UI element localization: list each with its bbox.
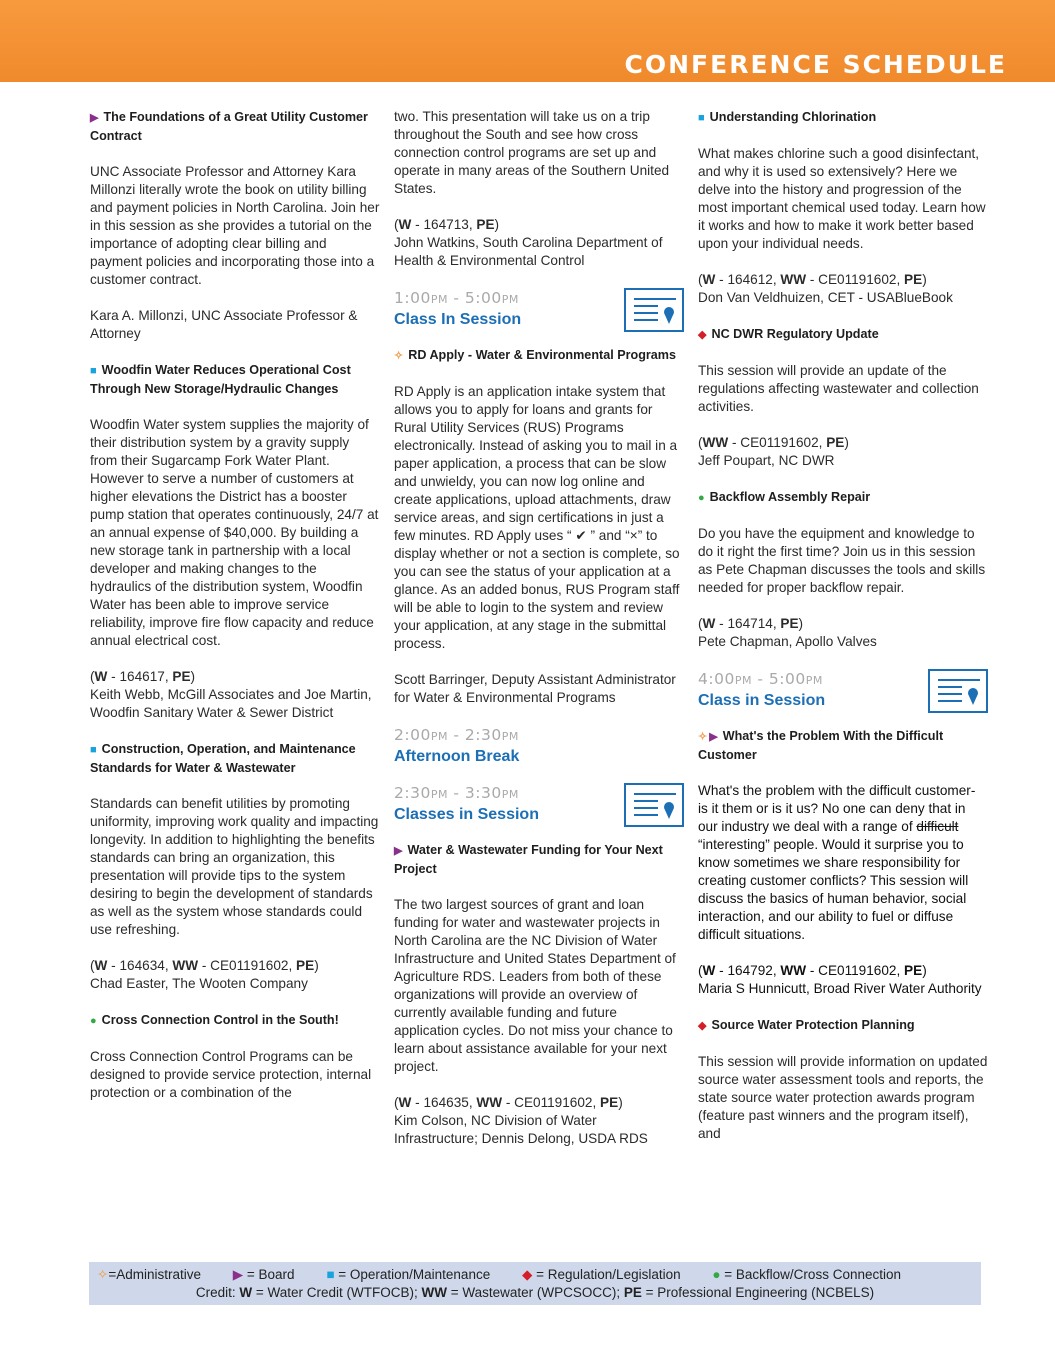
certificate-icon: [928, 669, 988, 713]
session-title: ✧ RD Apply - Water & Environmental Programs: [394, 346, 684, 365]
time-block: [394, 783, 684, 825]
time-block-label: Classes in Session: [394, 806, 539, 823]
administrative-icon: ✧: [97, 1267, 109, 1282]
regulation-icon: ◆: [521, 1267, 533, 1282]
operation-icon: ■: [90, 365, 97, 377]
column-1: [90, 108, 380, 1120]
legend: [89, 1262, 981, 1305]
session-credits: (W - 164792, WW - CE01191602, PE) Maria S Hunnicutt, Broad River Water Authority: [698, 962, 988, 998]
time-range: 4:00PM - 5:00PM: [698, 670, 823, 688]
legend-categories: [97, 1267, 901, 1283]
time-range: 1:00PM - 5:00PM: [394, 289, 519, 307]
legend-operation: ■ = Operation/Maintenance: [326, 1267, 491, 1282]
session-description: What's the problem with the difficult customer- is it them or is it us? No one can deny that in our industry we deal with a range of difficult “interesting” people. Would it surprise you to know sometimes we share responsibility for creating customer conflicts? This session will discuss the basics of human behavior, social interaction, and our ability to fuel or diffuse difficult situations.: [698, 783, 976, 942]
board-icon: ▶: [394, 845, 403, 857]
session-description: What makes chlorine such a good disinfectant, and why it is used so extensively? Here we delve into the history and progression of the most important chemical used today. Learn how it works and how to make it work better based upon your individual needs.: [698, 146, 986, 251]
session-title: ◆ Source Water Protection Planning: [698, 1016, 988, 1035]
session-description: The two largest sources of grant and loan funding for water and wastewater projects in North Carolina are the NC Division of Water Infrastructure and United States Department of Agriculture RDS. Leaders from both of these organizations will provide an overview of currently available funding and future application cycles. Do not miss your chance to learn about assistance available for your next project.: [394, 897, 676, 1074]
session-title: ▶ The Foundations of a Great Utility Customer Contract: [90, 110, 368, 143]
time-range: 2:00PM - 2:30PM: [394, 726, 519, 744]
session-credits: (W - 164713, PE) John Watkins, South Carolina Department of Health & Environmental Control: [394, 216, 684, 270]
operation-icon: ■: [326, 1267, 335, 1282]
board-icon: ▶: [232, 1267, 244, 1282]
operation-icon: ■: [698, 112, 705, 124]
session-description: UNC Associate Professor and Attorney Kara Millonzi literally wrote the book on utility billing and payment policies in North Carolina. Join her in this session as she provides a tutorial on the importance of adopting clear billing and payment policies and incorporating those into a customer contract.: [90, 164, 380, 287]
session-description: Do you have the equipment and knowledge to do it right the first time? Join us in this session as Pete Chapman discusses the tools and skills needed for proper backflow repair.: [698, 526, 986, 595]
session-credits: (W - 164634, WW - CE01191602, PE) Chad Easter, The Wooten Company: [90, 957, 380, 993]
board-icon: ▶: [709, 731, 718, 743]
time-block: [394, 288, 684, 330]
session-description: Standards can benefit utilities by promoting uniformity, improving work quality and impacting longevity. In addition to highlighting the benefits standards can bring an organization, this presentation will provide tips to the system desiring to begin the development of standards as well as the system whose standards could use refreshing.: [90, 796, 379, 937]
session-description: This session will provide an update of the regulations affecting wastewater and collection activities.: [698, 363, 979, 414]
board-icon: ▶: [90, 112, 99, 124]
session-speaker: Scott Barringer, Deputy Assistant Administrator for Water & Environmental Programs: [394, 672, 676, 705]
backflow-icon: ●: [698, 492, 705, 504]
legend-administrative: ✧=Administrative: [97, 1267, 201, 1282]
session-title: ● Cross Connection Control in the South!: [90, 1011, 380, 1030]
session-credits: (W - 164635, WW - CE01191602, PE) Kim Colson, NC Division of Water Infrastructure; Dennis Delong, USDA RDS: [394, 1094, 684, 1148]
legend-backflow: ● = Backflow/Cross Connection: [712, 1267, 901, 1282]
session-speaker: Pete Chapman, Apollo Valves: [698, 634, 877, 649]
administrative-icon: ✧: [698, 731, 708, 743]
session-description: two. This presentation will take us on a trip throughout the South and see how cross connection control programs are set up and operate in many areas of the Southern United States.: [394, 109, 670, 196]
session-description: This session will provide information on updated source water assessment tools and reports, the state source water protection awards program (feature past winners and the program itself), and: [698, 1054, 988, 1141]
time-range: 2:30PM - 3:30PM: [394, 784, 519, 802]
session-speaker: Kim Colson, NC Division of Water Infrastructure; Dennis Delong, USDA RDS: [394, 1113, 648, 1146]
session-title: ■ Construction, Operation, and Maintenance Standards for Water & Wastewater: [90, 742, 356, 775]
session-title: ✧ ▶ What's the Problem With the Difficult Customer: [698, 729, 944, 762]
page-title: CONFERENCE SCHEDULE: [624, 50, 1007, 79]
session-description: RD Apply is an application intake system that allows you to apply for loans and grants for Rural Utility Services (RUS) Programs electronically. Instead of asking you to mail in a paper application, a process that can be slow and unwieldy, you can now log online and create applications, upload attachments, draw service areas, and sign certifications in just a few minutes. RD Apply uses “ ✔ ” and “×” to display whether or not a section is complete, so you can see the status of your application at a glance. As an added bonus, RUS Program staff will be able to login to the system and review your application, at any stage in the submittal process.: [394, 384, 680, 651]
backflow-icon: ●: [90, 1015, 97, 1027]
session-title: ● Backflow Assembly Repair: [698, 488, 988, 507]
time-block-label: Class In Session: [394, 311, 522, 328]
page-header: [0, 0, 1055, 82]
session-speaker: Keith Webb, McGill Associates and Joe Martin, Woodfin Sanitary Water & Sewer District: [90, 687, 372, 720]
time-block-label: Class in Session: [698, 692, 826, 709]
time-block: [394, 725, 684, 767]
session-title: ◆ NC DWR Regulatory Update: [698, 325, 988, 344]
certificate-icon: [624, 783, 684, 827]
time-block-label: Afternoon Break: [394, 748, 520, 765]
session-title: ■ Understanding Chlorination: [698, 108, 988, 127]
session-speaker: John Watkins, South Carolina Department of Health & Environmental Control: [394, 235, 663, 268]
certificate-icon: [624, 288, 684, 332]
administrative-icon: ✧: [394, 350, 404, 362]
session-title: ▶ Water & Wastewater Funding for Your Next Project: [394, 843, 663, 876]
column-2: [394, 108, 684, 1166]
legend-regulation: ◆ = Regulation/Legislation: [521, 1267, 681, 1282]
session-credits: (W - 164612, WW - CE01191602, PE) Don Van Veldhuizen, CET - USABlueBook: [698, 271, 988, 307]
regulation-icon: ◆: [698, 329, 707, 341]
backflow-icon: ●: [712, 1267, 721, 1282]
session-description: Cross Connection Control Programs can be designed to provide service protection, internal protection or a combination of the: [90, 1049, 372, 1100]
session-credits: (W - 164617, PE) Keith Webb, McGill Associates and Joe Martin, Woodfin Sanitary Water & Sewer District: [90, 668, 380, 722]
session-credits: (W - 164714, PE) Pete Chapman, Apollo Valves: [698, 615, 988, 651]
operation-icon: ■: [90, 744, 97, 756]
time-block: [698, 669, 988, 711]
session-credits: (WW - CE01191602, PE) Jeff Poupart, NC DWR: [698, 434, 988, 470]
session-speaker: Jeff Poupart, NC DWR: [698, 453, 835, 468]
legend-credits: Credit: W = Water Credit (WTFOCB); WW = Wastewater (WPCSOCC); PE = Professional Engineering (NCBELS): [195, 1285, 875, 1300]
session-description: Woodfin Water system supplies the majority of their distribution system by a gravity supply from their Sugarcamp Fork Water Plant. However to serve a number of customers at higher elevations the District has a booster pump station that operates continuously, 24/7 at an annual expense of $40,000. By building a new storage tank in partnership with a local developer and making changes to the hydraulics of the distribution system, Woodfin Water has been able to improve service reliability, improve fire flow capacity and reduce annual electrical cost.: [90, 417, 379, 648]
regulation-icon: ◆: [698, 1020, 707, 1032]
session-speaker: Kara A. Millonzi, UNC Associate Professor & Attorney: [90, 308, 358, 341]
column-3: [698, 108, 988, 1161]
session-speaker: Don Van Veldhuizen, CET - USABlueBook: [698, 290, 953, 305]
session-speaker: Chad Easter, The Wooten Company: [90, 976, 308, 991]
session-title: ■ Woodfin Water Reduces Operational Cost Through New Storage/Hydraulic Changes: [90, 363, 351, 396]
legend-board: ▶ = Board: [232, 1267, 295, 1282]
session-speaker: Maria S Hunnicutt, Broad River Water Authority: [698, 981, 982, 996]
